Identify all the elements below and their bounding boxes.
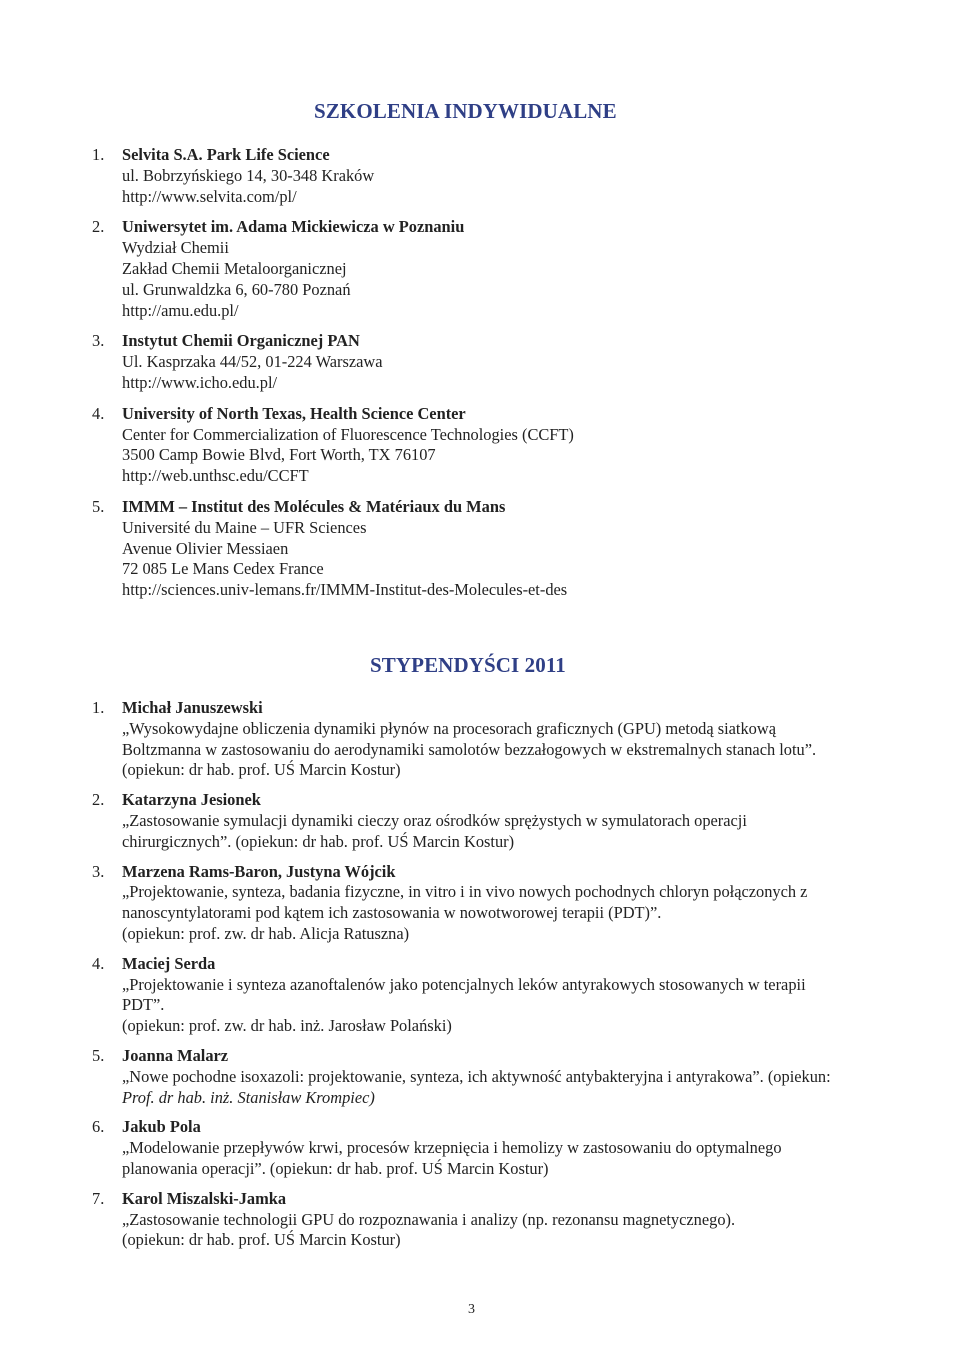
scholar-name: Karol Miszalski-Jamka — [122, 1188, 287, 1208]
project-description: „Projektowanie i synteza azanoftalenów jako potencjalnych leków antyrakowych stosowanych w terapii PDT”. — [122, 974, 806, 1015]
item-number: 1. — [92, 698, 105, 717]
address-line: 3500 Camp Bowie Blvd, Fort Worth, TX 76107 — [122, 445, 436, 465]
item-number: 2. — [92, 217, 105, 237]
item-number: 3. — [92, 861, 105, 881]
page-number: 3 — [468, 1302, 475, 1317]
address-line: Université du Maine – UFR Sciences — [122, 517, 367, 537]
training-item — [0, 404, 960, 487]
supervisor-line: (opiekun: prof. zw. dr hab. inż. Jarosław Polański) — [122, 1016, 452, 1036]
url-line: http://www.selvita.com/pl/ — [122, 186, 297, 206]
training-list — [0, 145, 960, 611]
section-title-szkolenia: SZKOLENIA INDYWIDUALNE — [314, 99, 617, 123]
training-item — [0, 497, 960, 601]
address-line: Ul. Kasprzaka 44/52, 01-224 Warszawa — [122, 352, 383, 372]
training-item — [0, 145, 960, 207]
item-number: 2. — [92, 790, 105, 810]
scholar-item — [0, 698, 960, 781]
scholar-item — [0, 862, 960, 945]
address-line: Wydział Chemii — [122, 238, 229, 258]
scholarship-list — [0, 698, 960, 1260]
scholar-item — [0, 790, 960, 852]
institution-name: Selvita S.A. Park Life Science — [122, 145, 330, 164]
url-line: http://sciences.univ-lemans.fr/IMMM-Institut-des-Molecules-et-des — [122, 580, 568, 600]
institution-name: IMMM – Institut des Molécules & Matériaux du Mans — [122, 496, 506, 516]
training-item — [0, 331, 960, 393]
address-line: 72 085 Le Mans Cedex France — [122, 559, 324, 579]
scholar-item — [0, 1189, 960, 1251]
project-text: „Nowe pochodne isoxazoli: projektowanie, synteza, ich aktywność antybakteryjna i antyrakowa”. (opiekun: — [122, 1066, 831, 1086]
scholar-item — [0, 954, 960, 1037]
address-line: Zakład Chemii Metaloorganicznej — [122, 258, 347, 278]
institution-name: University of North Texas, Health Science Center — [122, 403, 466, 423]
item-number: 4. — [92, 953, 105, 973]
item-number: 1. — [92, 145, 105, 164]
address-line: Avenue Olivier Messiaen — [122, 538, 289, 558]
address-line: ul. Grunwaldzka 6, 60-780 Poznań — [122, 279, 351, 299]
item-number: 3. — [92, 331, 105, 351]
url-line: http://amu.edu.pl/ — [122, 300, 239, 320]
scholar-item — [0, 1046, 960, 1108]
project-description: „Projektowanie, synteza, badania fizyczne, in vitro i in vivo nowych pochodnych chloryn połączonych z nanoscyntylatorami pod kątem ich zastosowania w nowotworowej terapii (PDT)”. — [122, 882, 808, 923]
item-number: 4. — [92, 403, 105, 423]
url-line: http://web.unthsc.edu/CCFT — [122, 466, 309, 486]
scholar-name: Marzena Rams-Baron, Justyna Wójcik — [122, 861, 396, 881]
item-number: 5. — [92, 1045, 105, 1065]
supervisor-line: (opiekun: dr hab. prof. UŚ Marcin Kostur) — [122, 1230, 401, 1250]
project-description: „Modelowanie przepływów krwi, procesów krzepnięcia i hemolizy w zastosowaniu do optymalnego planowania operacji”. (opiekun: dr hab. prof. UŚ Marcin Kostur) — [122, 1138, 782, 1178]
item-number: 7. — [92, 1188, 105, 1208]
scholar-name: Maciej Serda — [122, 953, 216, 973]
project-description — [122, 1067, 852, 1109]
scholar-name: Michał Januszewski — [122, 698, 263, 717]
supervisor-italic: Prof. dr hab. inż. Stanisław Krompiec) — [122, 1087, 375, 1107]
section-title-stypendysci: STYPENDYŚCI 2011 — [370, 653, 566, 677]
institution-name: Instytut Chemii Organicznej PAN — [122, 331, 360, 351]
item-number: 6. — [92, 1117, 105, 1137]
project-description: „Wysokowydajne obliczenia dynamiki płynów na procesorach graficznych (GPU) metodą siatkową Boltzmanna w zastosowaniu do aerodynamiki samolotów bezzałogowych w ekstremalnych stanach lotu”. (opiekun: dr hab. prof. UŚ Marcin Kostur) — [122, 718, 817, 780]
training-item — [0, 217, 960, 321]
item-number: 5. — [92, 496, 105, 516]
scholar-item — [0, 1117, 960, 1179]
url-line: http://www.icho.edu.pl/ — [122, 372, 278, 392]
scholar-name: Joanna Malarz — [122, 1045, 229, 1065]
project-description: „Zastosowanie symulacji dynamiki cieczy oraz ośrodków sprężystych w symulatorach operacji chirurgicznych”. (opiekun: dr hab. prof. UŚ Marcin Kostur) — [122, 810, 747, 851]
scholar-name: Jakub Pola — [122, 1117, 201, 1137]
project-description: „Zastosowanie technologii GPU do rozpoznawania i analizy (np. rezonansu magnetycznego). — [122, 1209, 736, 1229]
address-line: ul. Bobrzyńskiego 14, 30-348 Kraków — [122, 165, 375, 185]
scholar-name: Katarzyna Jesionek — [122, 790, 261, 810]
supervisor-line: (opiekun: prof. zw. dr hab. Alicja Ratuszna) — [122, 923, 410, 943]
institution-name: Uniwersytet im. Adama Mickiewicza w Poznaniu — [122, 217, 465, 237]
address-line: Center for Commercialization of Fluorescence Technologies (CCFT) — [122, 424, 574, 444]
